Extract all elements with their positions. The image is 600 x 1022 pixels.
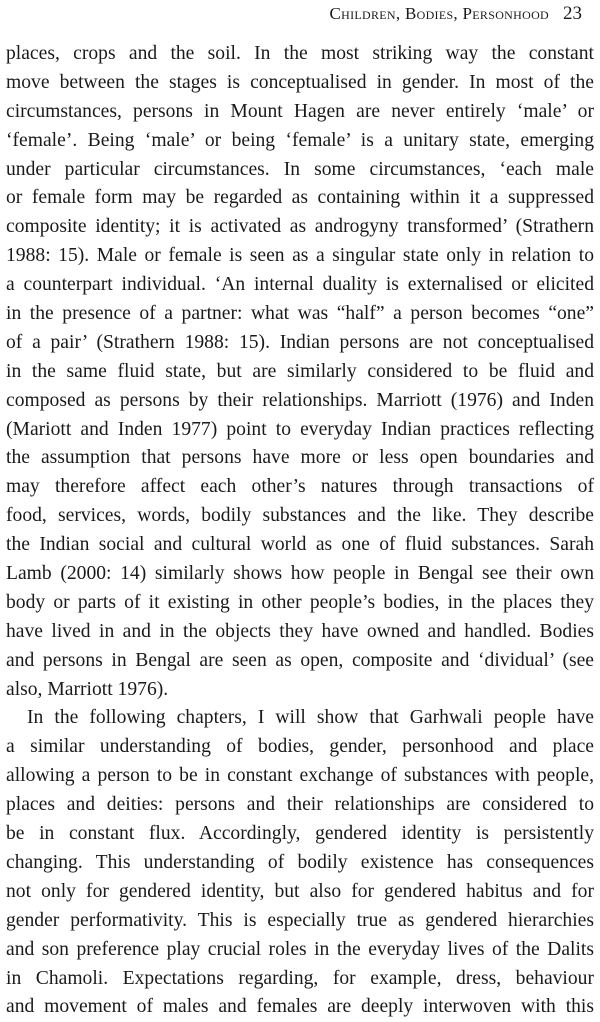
text-line: and movement of males and females are deeply interwoven with this (6, 996, 594, 1018)
text-line: of a pair’ (Strathern 1988: 15). Indian persons are not conceptualised (6, 331, 594, 353)
text-line: Lamb (2000: 14) similarly shows how people in Bengal see their own (6, 563, 594, 585)
text-line: places, crops and the soil. In the most striking way the constant (6, 43, 594, 64)
text-line: gender performativity. This is especially true as gendered hierarchies (6, 909, 594, 931)
text-line: composite identity; it is activated as androgyny transformed’ (Strathern (6, 216, 594, 238)
text-line: allowing a person to be in constant exchange of substances with people, (6, 765, 594, 787)
text-line: food, services, words, bodily substances and the like. They describe (6, 505, 594, 527)
page-number: 23 (563, 3, 582, 24)
text-line: (Mariott and Inden 1977) point to everyday Indian practices reflecting (6, 418, 594, 440)
text-line: ‘female’. Being ‘male’ or being ‘female’ is a unitary state, emerging (6, 129, 594, 151)
text-line: composed as persons by their relationships. Marriott (1976) and Inden (6, 389, 594, 411)
running-title: Children, Bodies, Personhood (329, 4, 549, 23)
text-line: the assumption that persons have more or less open boundaries and (6, 447, 594, 469)
text-line: not only for gendered identity, but also for gendered habitus and for (6, 880, 594, 902)
text-line: circumstances, persons in Mount Hagen are never entirely ‘male’ or (6, 100, 594, 122)
text-line: have lived in and in the objects they have owned and handled. Bodies (6, 620, 594, 642)
text-line: a counterpart individual. ‘An internal duality is externalised or elicited (6, 274, 594, 296)
text-line: under particular circumstances. In some circumstances, ‘each male (6, 158, 594, 180)
paragraph-2 (6, 704, 594, 1022)
text-line: the Indian social and cultural world as one of fluid substances. Sarah (6, 534, 594, 556)
text-line: body or parts of it existing in other people’s bodies, in the places they (6, 591, 594, 613)
text-line: places and deities: persons and their relationships are considered to (6, 794, 594, 816)
text-line: changing. This understanding of bodily existence has consequences (6, 851, 594, 873)
text-line: move between the stages is conceptualised in gender. In most of the (6, 71, 594, 93)
running-head (329, 3, 582, 27)
text-line: In the following chapters, I will show that Garhwali people have (27, 707, 594, 729)
text-line: also, Marriott 1976). (6, 678, 169, 700)
text-line: a similar understanding of bodies, gender, personhood and place (6, 736, 594, 758)
text-line: may therefore affect each other’s natures through transactions of (6, 476, 594, 498)
text-line: in the presence of a partner: what was “half” a person becomes “one” (6, 303, 594, 325)
paragraph-1 (6, 40, 594, 704)
text-line: or female form may be regarded as containing within it a suppressed (6, 187, 594, 209)
text-line: in Chamoli. Expectations regarding, for example, dress, behaviour (6, 967, 594, 989)
body-text (6, 40, 594, 1022)
text-line: 1988: 15). Male or female is seen as a singular state only in relation to (6, 245, 594, 267)
text-line: and son preference play crucial roles in the everyday lives of the Dalits (6, 938, 594, 960)
text-line: in the same fluid state, but are similarly considered to be fluid and (6, 360, 594, 382)
text-line: and persons in Bengal are seen as open, composite and ‘dividual’ (see (6, 649, 594, 671)
text-line: be in constant flux. Accordingly, gendered identity is persistently (6, 823, 594, 845)
